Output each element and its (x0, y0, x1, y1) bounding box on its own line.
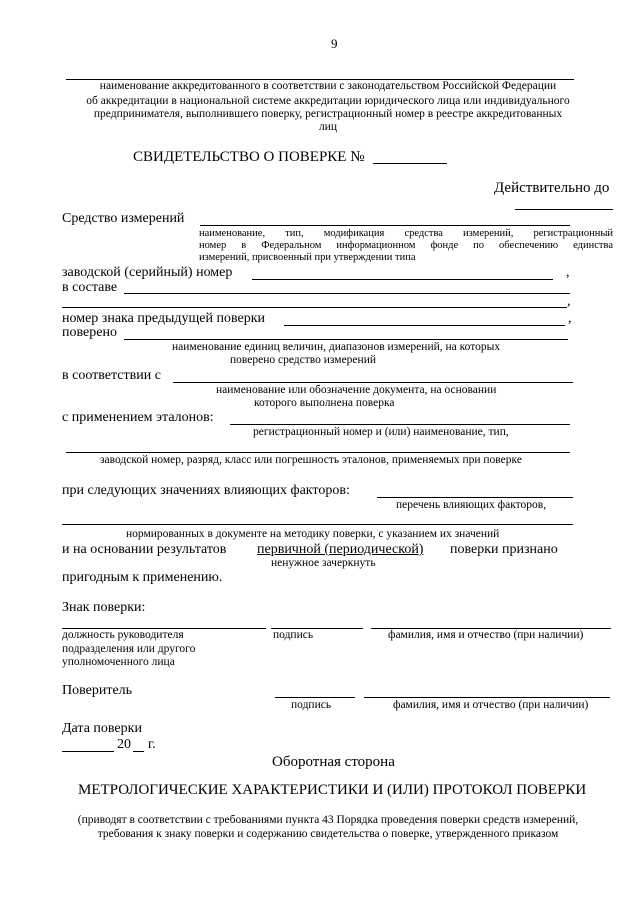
composition-field[interactable] (124, 293, 570, 294)
header-line-2: об аккредитации в национальной системе аккредитации юридического лица или индивидуального (86, 95, 570, 107)
reverse-side-label: Оборотная сторона (272, 754, 395, 770)
certificate-number-field[interactable] (373, 163, 447, 164)
serial-number-comma: , (566, 265, 570, 280)
measuring-instrument-hint-2: номер в Федеральном информационном фонде по обеспечению единства (199, 240, 613, 251)
factors-hint-2: нормированных в документе на методику поверки, с указанием их значений (126, 528, 500, 540)
factors-hint-1: перечень влияющих факторов, (396, 499, 547, 511)
date-year-field[interactable] (133, 751, 144, 752)
composition-comma: , (567, 294, 571, 309)
composition-field-2[interactable] (62, 307, 567, 308)
verified-label: поверено (62, 325, 117, 340)
verifier-name-field[interactable] (364, 697, 610, 698)
according-to-field[interactable] (173, 382, 573, 383)
footnote-line-2: требования к знаку поверки и содержанию свидетельства о поверке, утвержденного приказом (97, 828, 559, 840)
valid-until-label: Действительно до (494, 180, 610, 196)
standards-field[interactable] (230, 424, 570, 425)
date-label: Дата поверки (62, 721, 142, 736)
composition-label: в составе (62, 280, 118, 295)
measuring-instrument-hint-3: измерений, присвоенный при утверждении типа (199, 252, 416, 263)
serial-number-field[interactable] (252, 279, 553, 280)
previous-mark-comma: , (568, 311, 572, 326)
verified-hint-2: поверено средство измерений (230, 354, 377, 366)
verifier-name-hint: фамилия, имя и отчество (при наличии) (393, 699, 589, 711)
page-number: 9 (331, 36, 338, 51)
factors-label: при следующих значениях влияющих факторов: (62, 483, 350, 498)
verified-field[interactable] (124, 339, 568, 340)
previous-mark-field[interactable] (284, 325, 565, 326)
conclusion-part-1: и на основании результатов (62, 542, 227, 557)
date-year-suffix: г. (148, 737, 156, 752)
conclusion-hint: ненужное зачеркнуть (271, 557, 376, 569)
standards-label: с применением эталонов: (62, 410, 214, 425)
verification-mark-label: Знак поверки: (62, 600, 146, 615)
certificate-title: СВИДЕТЕЛЬСТВО О ПОВЕРКЕ № (133, 149, 365, 165)
verifier-signature-hint: подпись (291, 699, 332, 711)
verifier-signature-field[interactable] (275, 697, 355, 698)
head-position-hint-1: должность руководителя (62, 629, 184, 641)
measuring-instrument-label: Средство измерений (62, 211, 185, 226)
according-to-label: в соответствии с (62, 368, 161, 383)
according-to-hint-2: которого выполнена поверка (254, 397, 395, 409)
valid-until-field[interactable] (515, 209, 613, 210)
measuring-instrument-field[interactable] (200, 225, 570, 226)
measuring-instrument-hint-1: наименование, тип, модификация средства измерений, регистрационный (199, 228, 613, 239)
head-name-hint: фамилия, имя и отчество (при наличии) (388, 629, 584, 641)
header-line-1: наименование аккредитованного в соответствии с законодательством Российской Федерации (99, 80, 557, 92)
standards-hint-2: заводской номер, разряд, класс или погрешность эталонов, применяемых при поверке (100, 454, 522, 466)
standards-field-2[interactable] (66, 452, 570, 453)
conclusion-line-2: пригодным к применению. (62, 570, 223, 585)
standards-hint-1: регистрационный номер и (или) наименование, тип, (253, 426, 509, 438)
factors-field[interactable] (377, 497, 573, 498)
factors-field-2[interactable] (62, 524, 573, 525)
verified-hint-1: наименование единиц величин, диапазонов измерений, на которых (172, 341, 501, 353)
header-line-3: предпринимателя, выполнившего поверку, регистрационный номер в реестре аккредитованных (93, 108, 563, 120)
conclusion-emphasis: первичной (периодической) (257, 542, 424, 557)
serial-number-label: заводской (серийный) номер (62, 265, 233, 280)
header-line-4: лиц (318, 121, 338, 133)
date-year-prefix: 20 (117, 737, 131, 752)
head-signature-hint: подпись (273, 629, 314, 641)
footnote-line-1: (приводят в соответствии с требованиями пункта 43 Порядка проведения поверки средств измерений, (77, 814, 579, 826)
according-to-hint-1: наименование или обозначение документа, на основании (216, 384, 497, 396)
head-position-hint-2: подразделения или другого (62, 643, 196, 655)
head-position-hint-3: уполномоченного лица (62, 656, 175, 668)
date-day-field[interactable] (62, 751, 114, 752)
conclusion-part-2: поверки признано (450, 542, 558, 557)
previous-mark-label: номер знака предыдущей поверки (62, 311, 266, 326)
metrology-title: МЕТРОЛОГИЧЕСКИЕ ХАРАКТЕРИСТИКИ И (ИЛИ) ПРОТОКОЛ ПОВЕРКИ (78, 782, 587, 798)
verifier-label: Поверитель (62, 683, 133, 698)
